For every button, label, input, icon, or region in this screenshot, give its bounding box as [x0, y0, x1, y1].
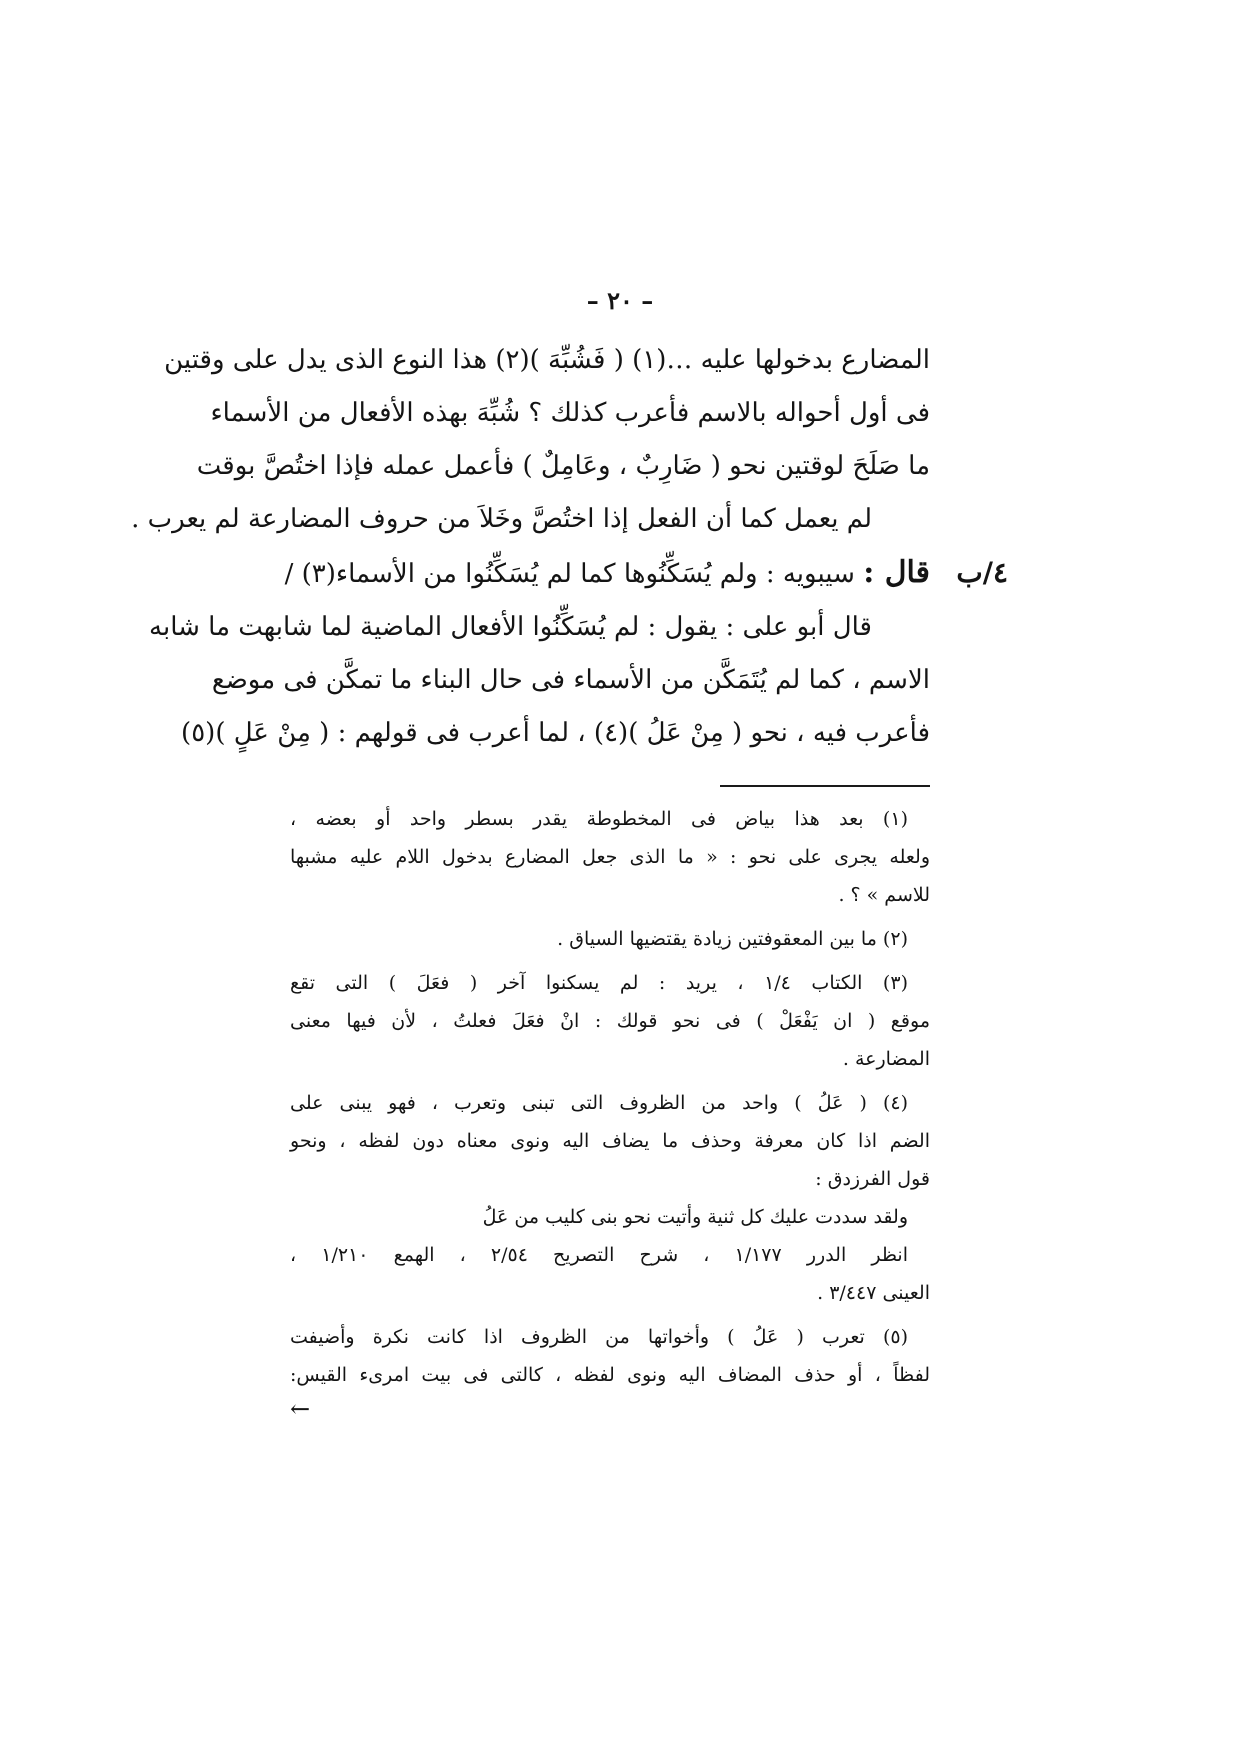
footnote-3: [290, 964, 930, 1078]
text-line: الاسم ، كما لم يُتَمَكَّن من الأسماء فى حال البناء ما تمكَّن فى موضع: [211, 665, 930, 695]
footnote-line: المضارعة .: [842, 1048, 930, 1070]
text-line: ما صَلَحَ لوقتين نحو ( ضَارِبٌ ، وعَامِلٌ ) فأعمل عمله فإذا اختُصَّ بوقت: [196, 451, 930, 481]
main-text: [131, 334, 1008, 760]
footnote-line: لفظاً ، أو حذف المضاف اليه ونوى لفظه ، كالتى فى بيت امرىء القيس:: [290, 1364, 930, 1386]
footnote-line: (٥) تعرب ( عَلُ ) وأخواتها من الظروف اذا كانت نكرة وأضيفت: [290, 1326, 908, 1348]
footnote-line: العينى ٣/٤٤٧ .: [817, 1282, 930, 1304]
text-line: المضارع بدخولها عليه …(١) ( فَشُبِّهَ )(٢) هذا النوع الذى يدل على وقتين: [164, 345, 930, 375]
footnote-1: [290, 800, 930, 914]
footnote-line: للاسم » ؟ .: [838, 884, 930, 906]
footnote-line: (٤) ( عَلُ ) واحد من الظروف التى تبنى وتعرب ، فهو يبنى على: [290, 1092, 908, 1114]
text-line: فأعرب فيه ، نحو ( مِنْ عَلُ )(٤) ، لما أعرب فى قولهم : ( مِنْ عَلٍ )(٥): [181, 718, 930, 748]
footnote-line: (٣) الكتاب ١/٤ ، يريد : لم يسكنوا آخر ( فعَلَ ) التى تقع: [290, 972, 908, 994]
continue-arrow-icon: ←: [290, 1395, 311, 1423]
poetry-verse: ولقد سددت عليك كل ثنية وأتيت نحو بنى كليب من عَلُ: [482, 1206, 908, 1228]
footnote-4: [290, 1084, 930, 1312]
qal-text: سيبويه : ولم يُسَكِّنُوها كما لم يُسَكِّنُوا من الأسماء(٣) /: [284, 559, 855, 589]
text-line: قال أبو على : يقول : لم يُسَكِّنُوا الأفعال الماضية لما شابهت ما شابه: [149, 612, 872, 642]
text-line: فى أول أحواله بالاسم فأعرب كذلك ؟ شُبِّهَ بهذه الأفعال من الأسماء: [210, 398, 930, 428]
footnote-line: موقع ( ان يَفْعَلْ ) فى نحو قولك : انْ فعَلَ فعلتُ ، لأن فيها معنى: [290, 1010, 930, 1032]
qal-line: [284, 546, 1008, 601]
folio-margin-note: ٤/ب: [956, 556, 1008, 589]
footnote-line: ولعله يجرى على نحو : « ما الذى جعل المضارع بدخول اللام عليه مشبها: [290, 846, 930, 868]
footnote-2: [290, 920, 930, 958]
footnote-5: [290, 1318, 930, 1424]
footnote-line: قول الفرزدق :: [815, 1168, 930, 1190]
footnote-line: الضم اذا كان معرفة وحذف ما يضاف اليه ونوى معناه دون لفظه ، ونحو: [290, 1130, 930, 1152]
footnote-line: (٢) ما بين المعقوفتين زيادة يقتضيها السياق .: [557, 928, 908, 950]
footnote-line: انظر الدرر ١/١٧٧ ، شرح التصريح ٢/٥٤ ، الهمع ١/٢١٠ ،: [290, 1244, 908, 1266]
text-line: لم يعمل كما أن الفعل إذا اختُصَّ وخَلاَ من حروف المضارعة لم يعرب .: [131, 504, 872, 534]
footnote-divider: [720, 785, 930, 787]
footnotes: [290, 800, 930, 1430]
page-number: – ٢٠ –: [586, 286, 654, 315]
qal-label: قال :: [863, 555, 930, 590]
footnote-line: (١) بعد هذا بياض فى المخطوطة يقدر بسطر واحد أو بعضه ،: [290, 808, 908, 830]
